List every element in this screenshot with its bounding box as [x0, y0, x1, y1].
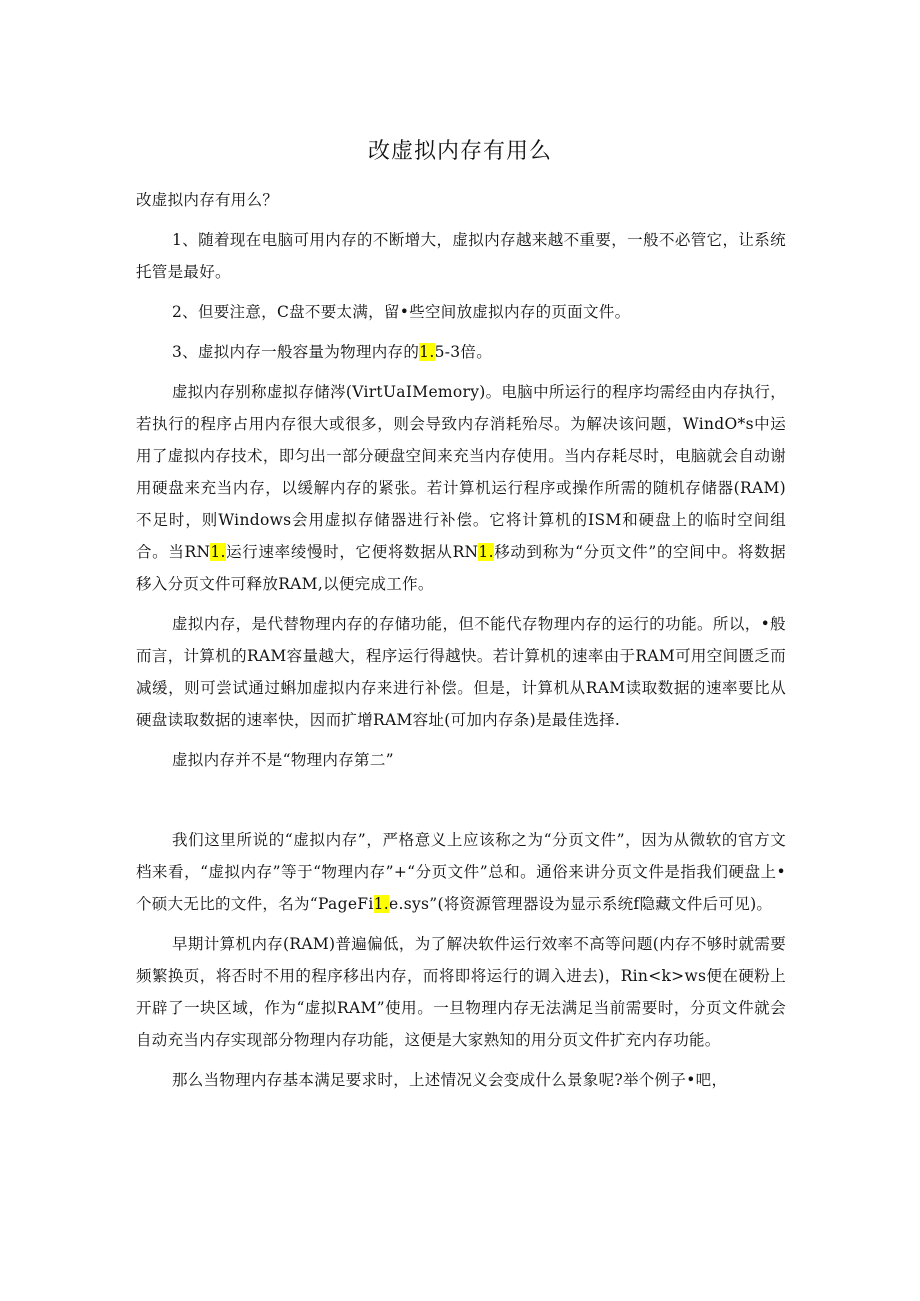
paragraph-7-text-a: 我们这里所说的“虚拟内存”，严格意义上应该称之为“分页文件”，因为从微软的官方文档来看，“虚拟内存”等于“物理内存”+“分页文件”总和。通俗来讲分页文件是指我们硬盘上•个硕大无比的文件，名为“PageFi — [136, 831, 786, 913]
section-heading: 虚拟内存并不是“物理内存第二” — [172, 751, 394, 769]
paragraph-7-text-b: e.sys”(将资源管理器设为显示系统f隐藏文件后可见)。 — [389, 895, 773, 913]
paragraph-2: 2、但要注意，C盘不要太满，留•些空间放虚拟内存的页面文件。 — [172, 303, 631, 321]
highlight-mark: 1. — [373, 895, 389, 913]
paragraph-1: 1、随着现在电脑可用内存的不断增大，虚拟内存越来越不重要，一般不必管它，让系统托管是最好。 — [136, 231, 786, 281]
paragraph-4-text-c: 移动到称为“分页文件”的空间中。将数据移入分页文件可释放RAM,以便完成工作。 — [136, 543, 786, 593]
paragraph-7 — [136, 824, 786, 920]
paragraph-4-text-b: 运行速率绫慢时，它便将数据从RN — [225, 543, 479, 561]
paragraph-3 — [136, 336, 786, 368]
question-line: 改虚拟内存有用么？ — [136, 191, 279, 209]
paragraph-4-text-a: 虚拟内存别称虚拟存储涔(VirtUaIMemory)。电脑中所运行的程序均需经由内存执行，若执行的程序占用内存很大或很多，则会导致内存消耗殆尽。为解决该问题，WindO*s中运用了虚拟内存技术，即匀出一部分硬盘空间来充当内存使用。当内存耗尽时，电脑就会自动谢用硬盘来充当内存，以缓解内存的紧张。若计算机运行程序或操作所需的随机存储器(RAM)不足时，则Windows会用虚拟存储器进行补偿。它将计算机的ISM和硬盘上的临时空间组合。当RN — [136, 383, 786, 561]
highlight-mark: 1. — [419, 343, 435, 361]
highlight-mark: 1. — [478, 543, 494, 561]
blank-line — [136, 784, 786, 824]
paragraph-8: 早期计算机内存(RAM)普遍偏低，为了解决软件运行效率不高等问题(内存不够时就需要频繁换页，将否时不用的程序移出内存，而将即将运行的调入进去)，Rin<k>ws便在硬粉上开辟了一块区域，作为“虚拟RAM”使用。一旦物理内存无法满足当前需要时，分页文件就会自动充当内存实现部分物理内存功能，这便是大家熟知的用分页文件扩充内存功能。 — [136, 935, 786, 1049]
paragraph-3-text-before: 3、虚拟内存一般容量为物理内存的 — [172, 343, 420, 361]
document-title: 改虚拟内存有用么 — [367, 139, 552, 164]
highlight-mark: 1. — [210, 543, 226, 561]
document-body — [136, 184, 786, 1104]
paragraph-3-text-after: 5-3倍。 — [434, 343, 493, 361]
paragraph-9: 那么当物理内存基本满足要求时，上述情况义会变成什么景象呢?举个例子•吧， — [172, 1071, 728, 1089]
paragraph-4 — [136, 376, 786, 600]
paragraph-5: 虚拟内存，是代替物理内存的存储功能，但不能代存物理内存的运行的功能。所以，•般而言，计算机的RAM容量越大，程序运行得越快。若计算机的速率由于RAM可用空间匮乏而减缓，则可尝试通过蝌加虚拟内存来进行补偿。但是，计算机从RAM读取数据的速率要比从硬盘读取数据的速率快，因而扩增RAM容址(可加内存条)是最佳选择. — [136, 615, 786, 729]
